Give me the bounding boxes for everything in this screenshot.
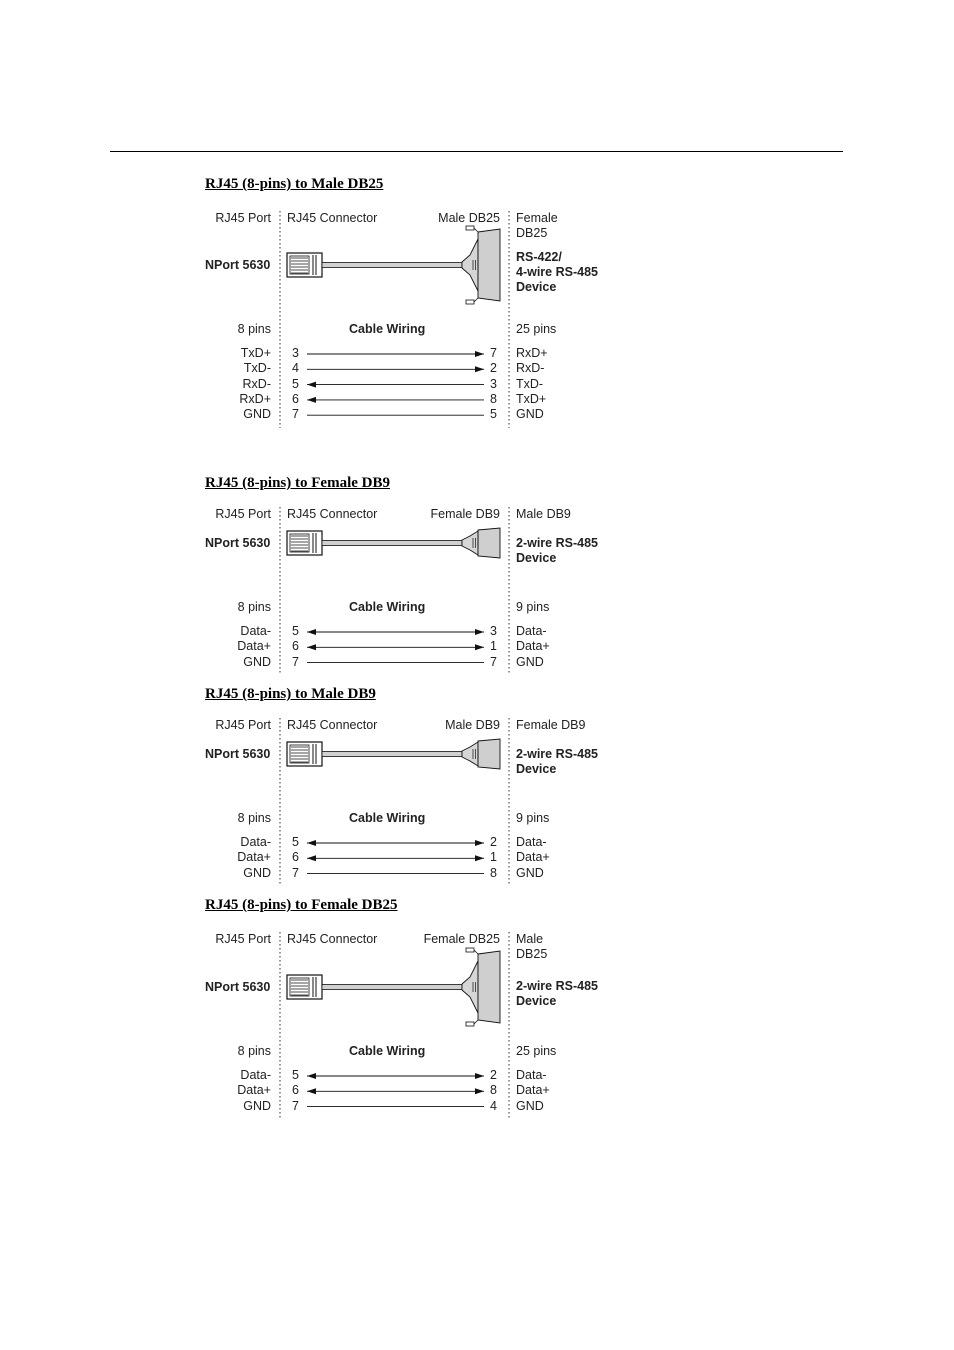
- left-signal-label: RxD+: [239, 391, 271, 406]
- right-pin-number: 2: [490, 1068, 497, 1082]
- rj45-port-label: RJ45 Port: [215, 211, 271, 225]
- right-signal-label: Data-: [516, 624, 547, 638]
- arrow-left-icon: [307, 1088, 316, 1094]
- end-connector-label: Female DB25: [423, 932, 500, 946]
- right-pin-number: 2: [490, 361, 497, 376]
- left-pin-number: 5: [292, 624, 299, 638]
- dsub-connector-icon: [462, 948, 500, 1026]
- wire-line: [307, 1073, 484, 1079]
- cable-wiring-label: Cable Wiring: [349, 600, 426, 614]
- nport-label: NPort 5630: [205, 980, 271, 994]
- cable: [322, 985, 462, 990]
- right-pin-number: 3: [490, 376, 497, 391]
- left-signal-label: Data+: [237, 1083, 271, 1098]
- left-signal-label: TxD-: [243, 361, 271, 376]
- section-title: RJ45 (8-pins) to Male DB25: [205, 176, 384, 192]
- right-pin-count: 25 pins: [516, 322, 557, 336]
- cable-wiring-label: Cable Wiring: [349, 322, 426, 336]
- right-signal-label: GND: [516, 654, 544, 669]
- wire-line: [307, 1088, 484, 1094]
- right-signal-label: GND: [516, 407, 544, 422]
- right-signal-label: Data-: [516, 835, 547, 849]
- left-pin-number: 7: [292, 865, 299, 880]
- rj45-connector-label: RJ45 Connector: [287, 932, 378, 946]
- section-title: RJ45 (8-pins) to Female DB25: [205, 897, 398, 913]
- left-signal-label: GND: [243, 654, 271, 669]
- right-pin-number: 8: [490, 1083, 497, 1098]
- device-label: 2-wire RS-485 Device: [516, 979, 598, 1008]
- left-signal-label: GND: [243, 1098, 271, 1113]
- left-pin-number: 4: [292, 361, 299, 376]
- rj45-plug-icon: [287, 975, 322, 999]
- left-signal-label: Data-: [240, 1068, 271, 1082]
- left-pin-number: 5: [292, 376, 299, 391]
- left-pin-number: 6: [292, 391, 299, 406]
- left-pin-number: 7: [292, 654, 299, 669]
- right-signal-label: TxD+: [516, 391, 547, 406]
- left-pin-number: 5: [292, 835, 299, 849]
- left-pin-count: 8 pins: [237, 600, 271, 614]
- right-pin-count: 25 pins: [516, 1044, 557, 1058]
- left-pin-number: 3: [292, 346, 299, 360]
- nport-label: NPort 5630: [205, 536, 271, 550]
- right-signal-label: Data+: [516, 850, 550, 865]
- device-connector-label: Female DB25: [516, 211, 558, 240]
- section-title: RJ45 (8-pins) to Male DB9: [205, 686, 376, 702]
- right-pin-number: 1: [490, 850, 497, 865]
- right-pin-number: 2: [490, 835, 497, 849]
- left-pin-number: 6: [292, 850, 299, 865]
- device-label: 2-wire RS-485 Device: [516, 536, 598, 565]
- nport-label: NPort 5630: [205, 747, 271, 761]
- right-signal-label: GND: [516, 1098, 544, 1113]
- device-label: 2-wire RS-485 Device: [516, 747, 598, 776]
- cable-wiring-label: Cable Wiring: [349, 1044, 426, 1058]
- left-signal-label: GND: [243, 407, 271, 422]
- rj45-port-label: RJ45 Port: [215, 718, 271, 732]
- device-connector-label: Male DB9: [516, 507, 571, 521]
- right-pin-number: 5: [490, 407, 497, 422]
- left-pin-count: 8 pins: [237, 322, 271, 336]
- nport-label: NPort 5630: [205, 258, 271, 272]
- rj45-connector-label: RJ45 Connector: [287, 211, 378, 225]
- device-label: RS-422/ 4-wire RS-485 Device: [516, 250, 598, 294]
- arrow-right-icon: [475, 1073, 484, 1079]
- right-signal-label: Data-: [516, 1068, 547, 1082]
- right-pin-number: 8: [490, 865, 497, 880]
- device-connector-label: Male DB25: [516, 932, 548, 961]
- left-signal-label: Data+: [237, 850, 271, 865]
- arrow-right-icon: [475, 1088, 484, 1094]
- right-signal-label: RxD+: [516, 346, 548, 360]
- right-signal-label: Data+: [516, 1083, 550, 1098]
- left-pin-number: 6: [292, 1083, 299, 1098]
- right-pin-count: 9 pins: [516, 600, 550, 614]
- rj45-connector-label: RJ45 Connector: [287, 718, 378, 732]
- right-pin-number: 4: [490, 1098, 497, 1113]
- left-signal-label: GND: [243, 865, 271, 880]
- right-pin-number: 8: [490, 391, 497, 406]
- left-pin-count: 8 pins: [237, 1044, 271, 1058]
- left-signal-label: TxD+: [240, 346, 271, 360]
- left-pin-number: 5: [292, 1068, 299, 1082]
- end-connector-label: Male DB9: [445, 718, 500, 732]
- rj45-port-label: RJ45 Port: [215, 507, 271, 521]
- section-title: RJ45 (8-pins) to Female DB9: [205, 475, 390, 491]
- right-pin-number: 7: [490, 654, 497, 669]
- end-connector-label: Male DB25: [438, 211, 500, 225]
- left-signal-label: Data+: [237, 639, 271, 654]
- left-pin-number: 7: [292, 1098, 299, 1113]
- left-signal-label: Data-: [240, 835, 271, 849]
- right-pin-number: 1: [490, 639, 497, 654]
- left-signal-label: Data-: [240, 624, 271, 638]
- right-pin-number: 3: [490, 624, 497, 638]
- left-signal-label: RxD-: [242, 376, 271, 391]
- right-signal-label: RxD-: [516, 361, 545, 376]
- right-pin-number: 7: [490, 346, 497, 360]
- cable-wiring-label: Cable Wiring: [349, 811, 426, 825]
- right-signal-label: Data+: [516, 639, 550, 654]
- end-connector-label: Female DB9: [430, 507, 500, 521]
- device-connector-label: Female DB9: [516, 718, 586, 732]
- right-signal-label: GND: [516, 865, 544, 880]
- rj45-port-label: RJ45 Port: [215, 932, 271, 946]
- right-pin-count: 9 pins: [516, 811, 550, 825]
- rj45-connector-label: RJ45 Connector: [287, 507, 378, 521]
- left-pin-count: 8 pins: [237, 811, 271, 825]
- left-pin-number: 7: [292, 407, 299, 422]
- right-signal-label: TxD-: [516, 376, 544, 391]
- left-pin-number: 6: [292, 639, 299, 654]
- arrow-left-icon: [307, 1073, 316, 1079]
